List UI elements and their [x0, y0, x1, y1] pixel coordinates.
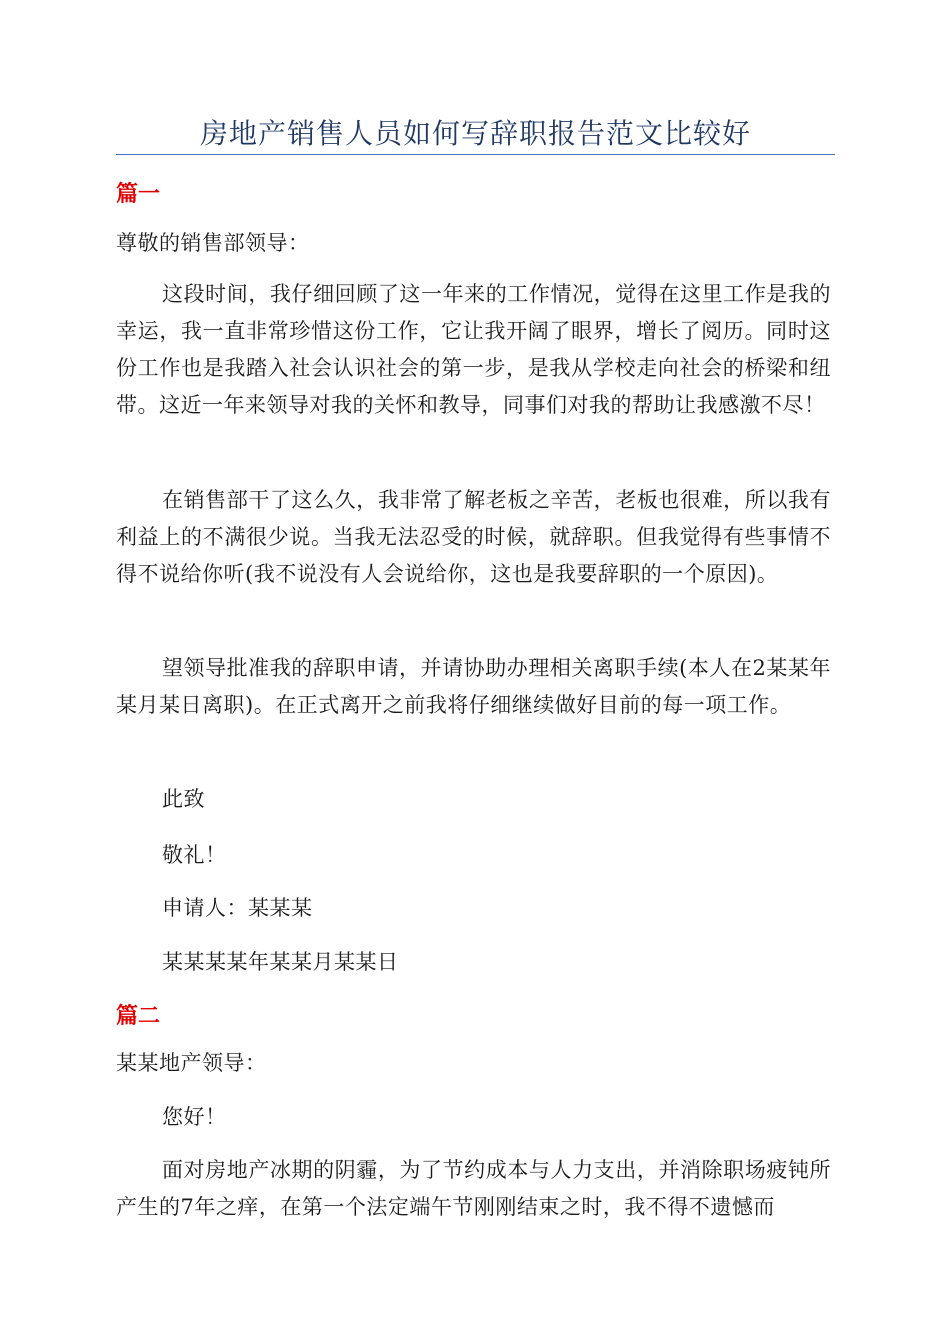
- applicant-line: 申请人：某某某: [162, 896, 313, 920]
- section-heading-1: 篇一: [116, 182, 161, 207]
- closing-line-1: 此致: [162, 787, 205, 811]
- section-heading-2: 篇二: [116, 1004, 161, 1029]
- salutation-1: 尊敬的销售部领导：: [116, 231, 310, 255]
- salutation-2: 某某地产领导：: [116, 1051, 267, 1075]
- paragraph-1-3: 望领导批准我的辞职申请，并请协助办理相关离职手续(本人在2某某年某月某日离职)。在正式离开之前我将仔细继续做好目前的每一项工作。: [116, 656, 831, 717]
- paragraph-2-1: 面对房地产冰期的阴霾，为了节约成本与人力支出，并消除职场疲钝所产生的7年之痒，在第一个法定端午节刚刚结束之时，我不得不遗憾而: [116, 1158, 831, 1219]
- paragraph-1-2: 在销售部干了这么久，我非常了解老板之辛苦，老板也很难，所以我有利益上的不满很少说。当我无法忍受的时候，就辞职。但我觉得有些事情不得不说给你听(我不说没有人会说给你，这也是我要辞职的一个原因)。: [116, 488, 831, 586]
- greeting-2: 您好！: [162, 1105, 227, 1129]
- paragraph-1-1: 这段时间，我仔细回顾了这一年来的工作情况，觉得在这里工作是我的幸运，我一直非常珍惜这份工作，它让我开阔了眼界，增长了阅历。同时这份工作也是我踏入社会认识社会的第一步，是我从学校走向社会的桥梁和纽带。这近一年来领导对我的关怀和教导，同事们对我的帮助让我感激不尽！: [116, 282, 831, 417]
- closing-line-2: 敬礼！: [162, 843, 227, 867]
- title-underline: [116, 154, 835, 155]
- document-title: 房地产销售人员如何写辞职报告范文比较好: [199, 117, 751, 150]
- date-line: 某某某某年某某月某某日: [162, 950, 399, 974]
